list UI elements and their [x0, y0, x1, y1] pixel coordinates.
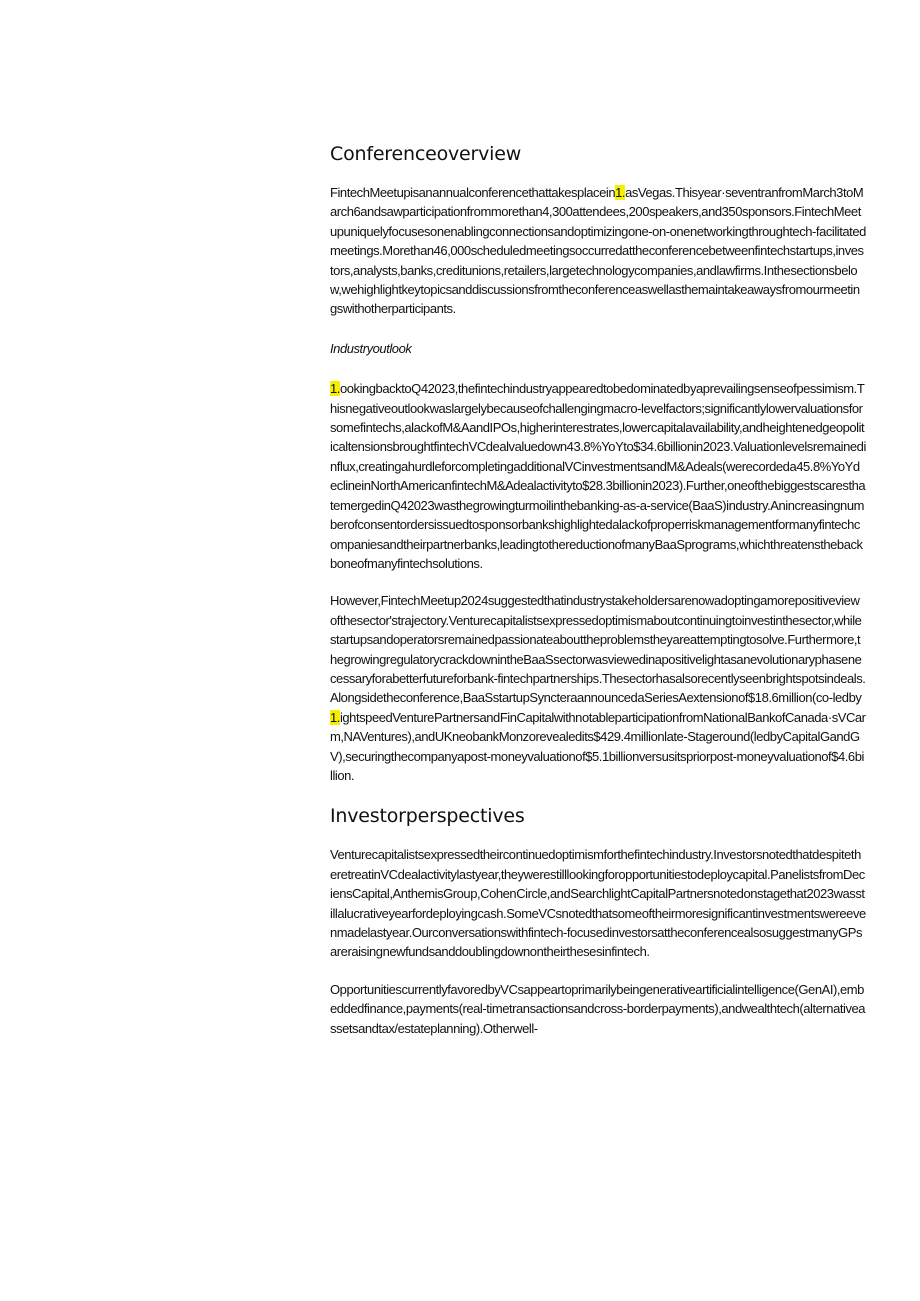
paragraph-conference-overview	[330, 183, 866, 319]
subheading-industry-outlook: Industryoutlook	[330, 340, 412, 356]
section-heading-conference-overview: Conferenceoverview	[330, 143, 522, 165]
paragraph-venture-capitalists: Venturecapitalistsexpressedtheircontinuedoptimismforthefintechindustry.InvestorsnotedthatdespitetheretreatinVCdealactivitylastyear,theywerestilllookingforopportunitiestodeploycapital.PanelistsfromDeciensCapital,AnthemisGroup,CohenCircle,andSearchlightCapitalPartnersnotedonstagethat2023wasstillalucrativeyearfordeployingcash.SomeVCsnotedthatsomeoftheirmoresignificantinvestmentswereevenmadelastyear.Ourconversationswithfintech-focusedinvestorsattheconferencealsosuggestmanyGPsareraisingnewfundsanddoublingdownontheirthesesinfintech.	[330, 847, 866, 960]
text-run: asVegas.Thisyear·seventranfromMarch3toMarch6andsawparticipationfrommorethan4,300attendees,200speakers,and350sponsors.FintechMeetupuniquelyfocusesonenablingconnectionsandoptimizingone-on-onenetworkingthroughtech-facilitatedmeetings.Morethan46,000scheduledmeetingsoccurredattheconferencebetweenfintechstartups,investors,analysts,banks,creditunions,retailers,largetechnologycompanies,andlawfirms.Inthesectionsbelow,wehighlightkeytopicsanddiscussionsfromtheconferenceaswellasthemaintakeawaysfromourmeetingswithotherparticipants.	[330, 185, 866, 317]
text-run: However,FintechMeetup2024suggestedthatindustrystakeholdersarenowadoptingamorepositiveviewofthesector'strajectory.Venturecapitalistsexpressedoptimismaboutcontinuingtoinvestinthesector,whilestartupsandoperatorsremainedpassionateabouttheproblemstheyareattemptingtosolve.Furthermore,thegrowingregulatorycrackdownintheBaaSsectorwasviewedinapositivelightasanevolutionaryphasenecessaryforabetterfutureforbank-fintechpartnerships.Thesectorhasalsorecentlyseenbrightspotsindeals.Alongsidetheconference,BaaSstartupSyncteraannouncedaSeriesAextensionof$18.6million(co-ledby	[330, 593, 866, 706]
highlighted-text: 1.	[615, 185, 626, 200]
section-heading-investor-perspectives: Investorperspectives	[330, 805, 525, 828]
text-run: ookingbacktoQ42023,thefintechindustryappearedtobedominatedbyaprevailingsenseofpessimism.Thisnegativeoutlookwaslargelybecauseofchallengingmacro-levelfactors;significantlylowervaluationsforsomefintechs,alackofM&AandIPOs,higherinterestrates,lowercapitalavailability,andheightenedgeopoliticaltensionsbroughtfintechVCdealvaluedown43.8%YoYto$34.6billionin2023.Valuationlevelsremainedinflux,creatingahurdleforcompletingadditionalVCinvestmentsandM&Adeals(werecordeda45.8%YoYdeclineinNorthAmericanfintechM&Adealactivityto$28.3billionin2023).Further,oneofthebiggestscaresthatemergedinQ42023wasthegrowingturmoilinthebanking-as-a-service(BaaS)industry.Anincreasingnumberofconsentordersissuedtosponsorbankshighlightedalackofproperriskmanagementformanyfintechcompaniesandtheirpartnerbanks,leadingtothereductionofmanyBaaSprograms,whichthreatensthebackboneofmanyfintechsolutions.	[330, 381, 866, 571]
highlighted-text: 1.	[330, 381, 340, 397]
paragraph-industry-outlook	[330, 379, 866, 573]
article-content	[330, 143, 866, 1038]
paragraph-fintech-meetup-2024	[330, 591, 866, 785]
text-run: ightspeedVenturePartnersandFinCapitalwithnotableparticipationfromNationalBankofCanada·sVCarm,NAVentures),andUKneobankMonzorevealedits$429.4millionlate-Stageround(ledbyCapitalGandGV),securingthecompanyapost-moneyvaluationof$5.1billionversusitspriorpost-moneyvaluationof$4.6billion.	[330, 709, 866, 783]
highlighted-text: 1.	[330, 709, 340, 725]
paragraph-opportunities: OpportunitiescurrentlyfavoredbyVCsappeartoprimarilybeingenerativeartificialintelligence(GenAI),embeddedfinance,payments(real-timetransactionsandcross-borderpayments),andwealthtech(alternativeassetsandtax/estateplanning).Otherwell-	[330, 981, 866, 1036]
text-run: FintechMeetupisanannualconferencethattakesplacein	[330, 185, 616, 200]
